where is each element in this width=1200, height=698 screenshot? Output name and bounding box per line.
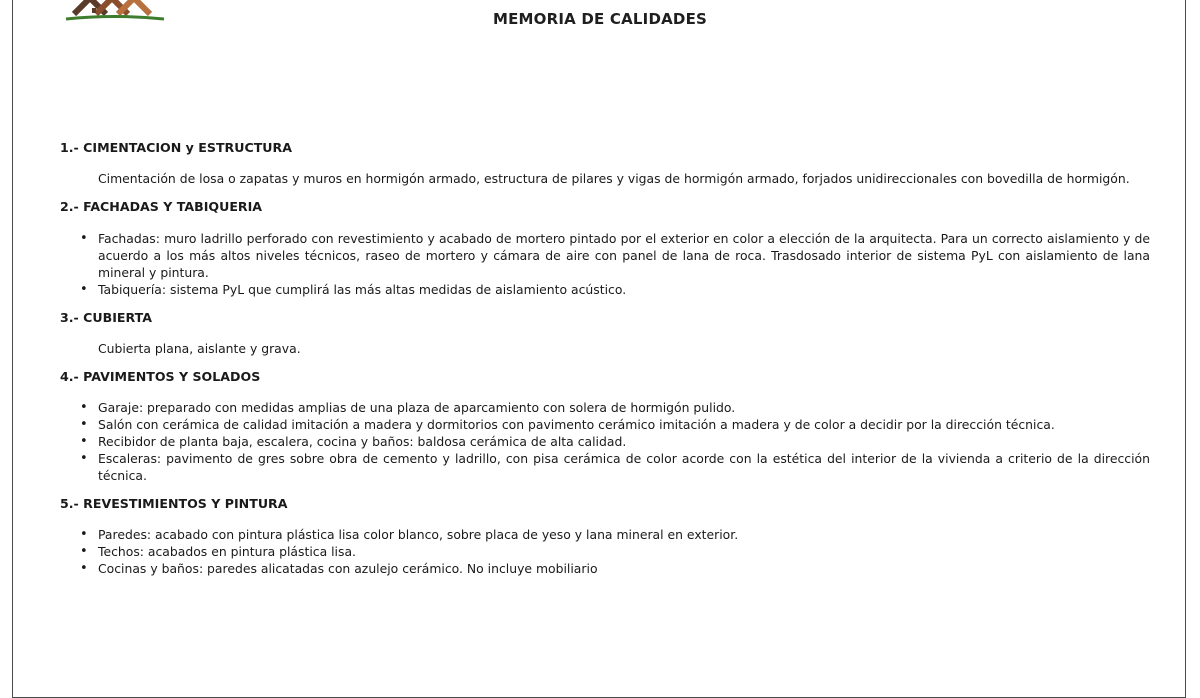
- section-heading: 1.- CIMENTACION y ESTRUCTURA: [60, 140, 292, 155]
- list-item: • Cocinas y baños: paredes alicatadas con azulejo cerámico. No incluye mobiliario: [98, 560, 1150, 577]
- section-cimentacion: [60, 138, 1150, 187]
- section-revestimientos: [60, 494, 1150, 577]
- section-heading: 2.- FACHADAS Y TABIQUERIA: [60, 199, 263, 214]
- section-heading: 3.- CUBIERTA: [60, 310, 153, 325]
- document-title: MEMORIA DE CALIDADES: [492, 10, 708, 28]
- list-item: • Paredes: acabado con pintura plástica lisa color blanco, sobre placa de yeso y lana mineral en exterior.: [98, 526, 1150, 543]
- section-fachadas: [60, 197, 1150, 298]
- section-heading: 4.- PAVIMENTOS Y SOLADOS: [60, 369, 261, 384]
- bullet-list: [60, 399, 1150, 484]
- section-paragraph: Cubierta plana, aislante y grava.: [98, 341, 301, 356]
- list-item: • Tabiquería: sistema PyL que cumplirá las más altas medidas de aislamiento acústico.: [98, 281, 1150, 298]
- list-item: • Escaleras: pavimento de gres sobre obra de cemento y ladrillo, con pisa cerámica de color acorde con la estética del interior de la vivienda a criterio de la dirección técnica.: [98, 450, 1150, 484]
- section-paragraph: Cimentación de losa o zapatas y muros en hormigón armado, estructura de pilares y vigas de hormigón armado, forjados unidireccionales con bovedilla de hormigón.: [98, 171, 1130, 186]
- list-item: • Techos: acabados en pintura plástica lisa.: [98, 543, 1150, 560]
- list-item: • Fachadas: muro ladrillo perforado con revestimiento y acabado de mortero pintado por el exterior en color a elección de la arquitecta. Para un correcto aislamiento y de acuerdo a los más altos niveles técnicos, raseo de mortero y cámara de aire con panel de lana de roca. Trasdosado interior de sistema PyL con aislamiento de lana mineral y pintura.: [98, 230, 1150, 281]
- bullet-list: [60, 526, 1150, 577]
- bullet-list: [60, 230, 1150, 298]
- list-item: • Salón con cerámica de calidad imitación a madera y dormitorios con pavimento cerámico imitación a madera y de color a decidir por la dirección técnica.: [98, 416, 1150, 433]
- document-body: [60, 138, 1150, 587]
- section-cubierta: [60, 308, 1150, 357]
- list-item: • Garaje: preparado con medidas amplias de una plaza de aparcamiento con solera de hormigón pulido.: [98, 399, 1150, 416]
- section-heading: 5.- REVESTIMIENTOS Y PINTURA: [60, 496, 288, 511]
- list-item: • Recibidor de planta baja, escalera, cocina y baños: baldosa cerámica de alta calidad.: [98, 433, 1150, 450]
- section-pavimentos: [60, 367, 1150, 484]
